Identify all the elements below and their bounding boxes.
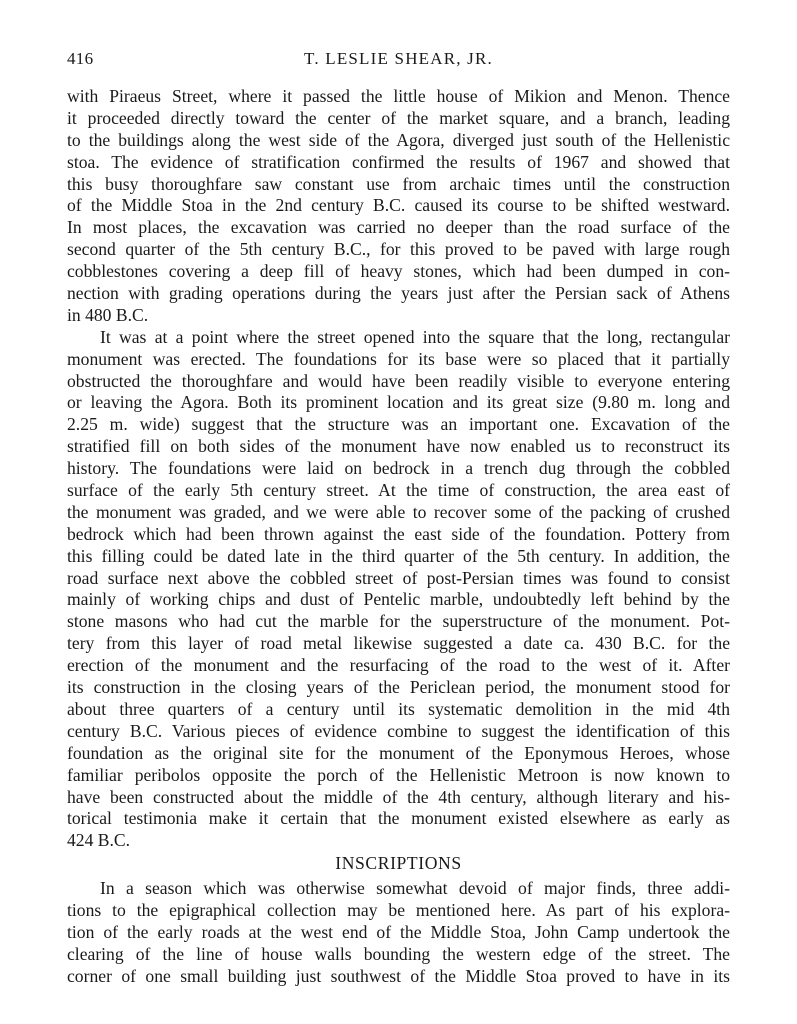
text-line: tery from this layer of road metal likewise suggested a date ca. 430 B.C. for the (67, 633, 730, 654)
running-head: T. LESLIE SHEAR, JR. (304, 49, 493, 68)
text-line: road surface next above the cobbled street of post-Persian times was found to consist (67, 567, 730, 588)
text-line: surface of the early 5th century street. At the time of construction, the area east of (67, 480, 730, 501)
text-line: nection with grading operations during the years just after the Persian sack of Athens (67, 283, 730, 304)
text-line: the monument was graded, and we were able to recover some of the packing of crushed (67, 501, 730, 522)
text-line: 2.25 m. wide) suggest that the structure was an important one. Excavation of the (67, 414, 730, 435)
text-line: obstructed the thoroughfare and would have been readily visible to everyone entering (67, 370, 730, 391)
text-line: It was at a point where the street opened into the square that the long, rectangular (100, 326, 730, 347)
text-line: clearing of the line of house walls bounding the western edge of the street. The (67, 943, 730, 964)
paragraph-2 (67, 327, 730, 852)
text-line: stoa. The evidence of stratification confirmed the results of 1967 and showed that (67, 151, 730, 172)
text-line: or leaving the Agora. Both its prominent location and its great size (9.80 m. long and (67, 392, 730, 413)
text-line: have been constructed about the middle of the 4th century, although literary and his- (67, 786, 730, 807)
text-line: corner of one small building just southwest of the Middle Stoa proved to have in its (67, 965, 730, 986)
section-heading: INSCRIPTIONS (335, 853, 462, 874)
text-line: mainly of working chips and dust of Pentelic marble, undoubtedly left behind by the (67, 589, 730, 610)
text-line: century B.C. Various pieces of evidence combine to suggest the identification of this (67, 720, 730, 741)
text-line: with Piraeus Street, where it passed the little house of Mikion and Menon. Thence (67, 86, 730, 106)
text-line: this filling could be dated late in the third quarter of the 5th century. In addition, the (67, 545, 730, 566)
text-line: this busy thoroughfare saw constant use from archaic times until the construction (67, 173, 730, 194)
text-line: In a season which was otherwise somewhat devoid of major finds, three addi- (100, 878, 730, 899)
text-line: in 480 B.C. (67, 304, 149, 325)
text-line: torical testimonia make it certain that the monument existed elsewhere as early as (67, 808, 730, 829)
text-line: foundation as the original site for the monument of the Eponymous Heroes, whose (67, 742, 730, 763)
text-line: bedrock which had been thrown against the east side of the foundation. Pottery from (67, 523, 730, 544)
text-line: second quarter of the 5th century B.C., for this proved to be paved with large rough (67, 239, 730, 260)
page-number: 416 (67, 49, 94, 68)
text-line: it proceeded directly toward the center of the market square, and a branch, leading (67, 107, 730, 128)
text-line: erection of the monument and the resurfacing of the road to the west of it. After (67, 655, 730, 676)
text-line: tion of the early roads at the west end of the Middle Stoa, John Camp undertook the (67, 921, 730, 942)
text-line: monument was erected. The foundations for its base were so placed that it partially (67, 348, 730, 369)
text-line: cobblestones covering a deep fill of heavy stones, which had been dumped in con- (67, 261, 730, 282)
page-header (67, 49, 730, 71)
text-line: about three quarters of a century until its systematic demolition in the mid 4th (67, 698, 730, 719)
text-line: of the Middle Stoa in the 2nd century B.C. caused its course to be shifted westward. (67, 195, 730, 216)
paragraph-1 (67, 86, 730, 327)
text-line: 424 B.C. (67, 830, 131, 851)
text-line: tions to the epigraphical collection may be mentioned here. As part of his explora- (67, 900, 730, 921)
body-text (67, 86, 730, 988)
text-line: its construction in the closing years of the Periclean period, the monument stood for (67, 677, 730, 698)
text-line: history. The foundations were laid on bedrock in a trench dug through the cobbled (67, 458, 730, 479)
text-line: stone masons who had cut the marble for the superstructure of the monument. Pot- (67, 611, 730, 632)
text-line: familiar peribolos opposite the porch of the Hellenistic Metroon is now known to (67, 764, 730, 785)
text-line: In most places, the excavation was carried no deeper than the road surface of the (67, 217, 730, 238)
text-line: stratified fill on both sides of the monument have now enabled us to reconstruct its (67, 436, 730, 457)
text-line: to the buildings along the west side of the Agora, diverged just south of the Hellenistic (67, 129, 730, 150)
paragraph-3 (67, 878, 730, 987)
